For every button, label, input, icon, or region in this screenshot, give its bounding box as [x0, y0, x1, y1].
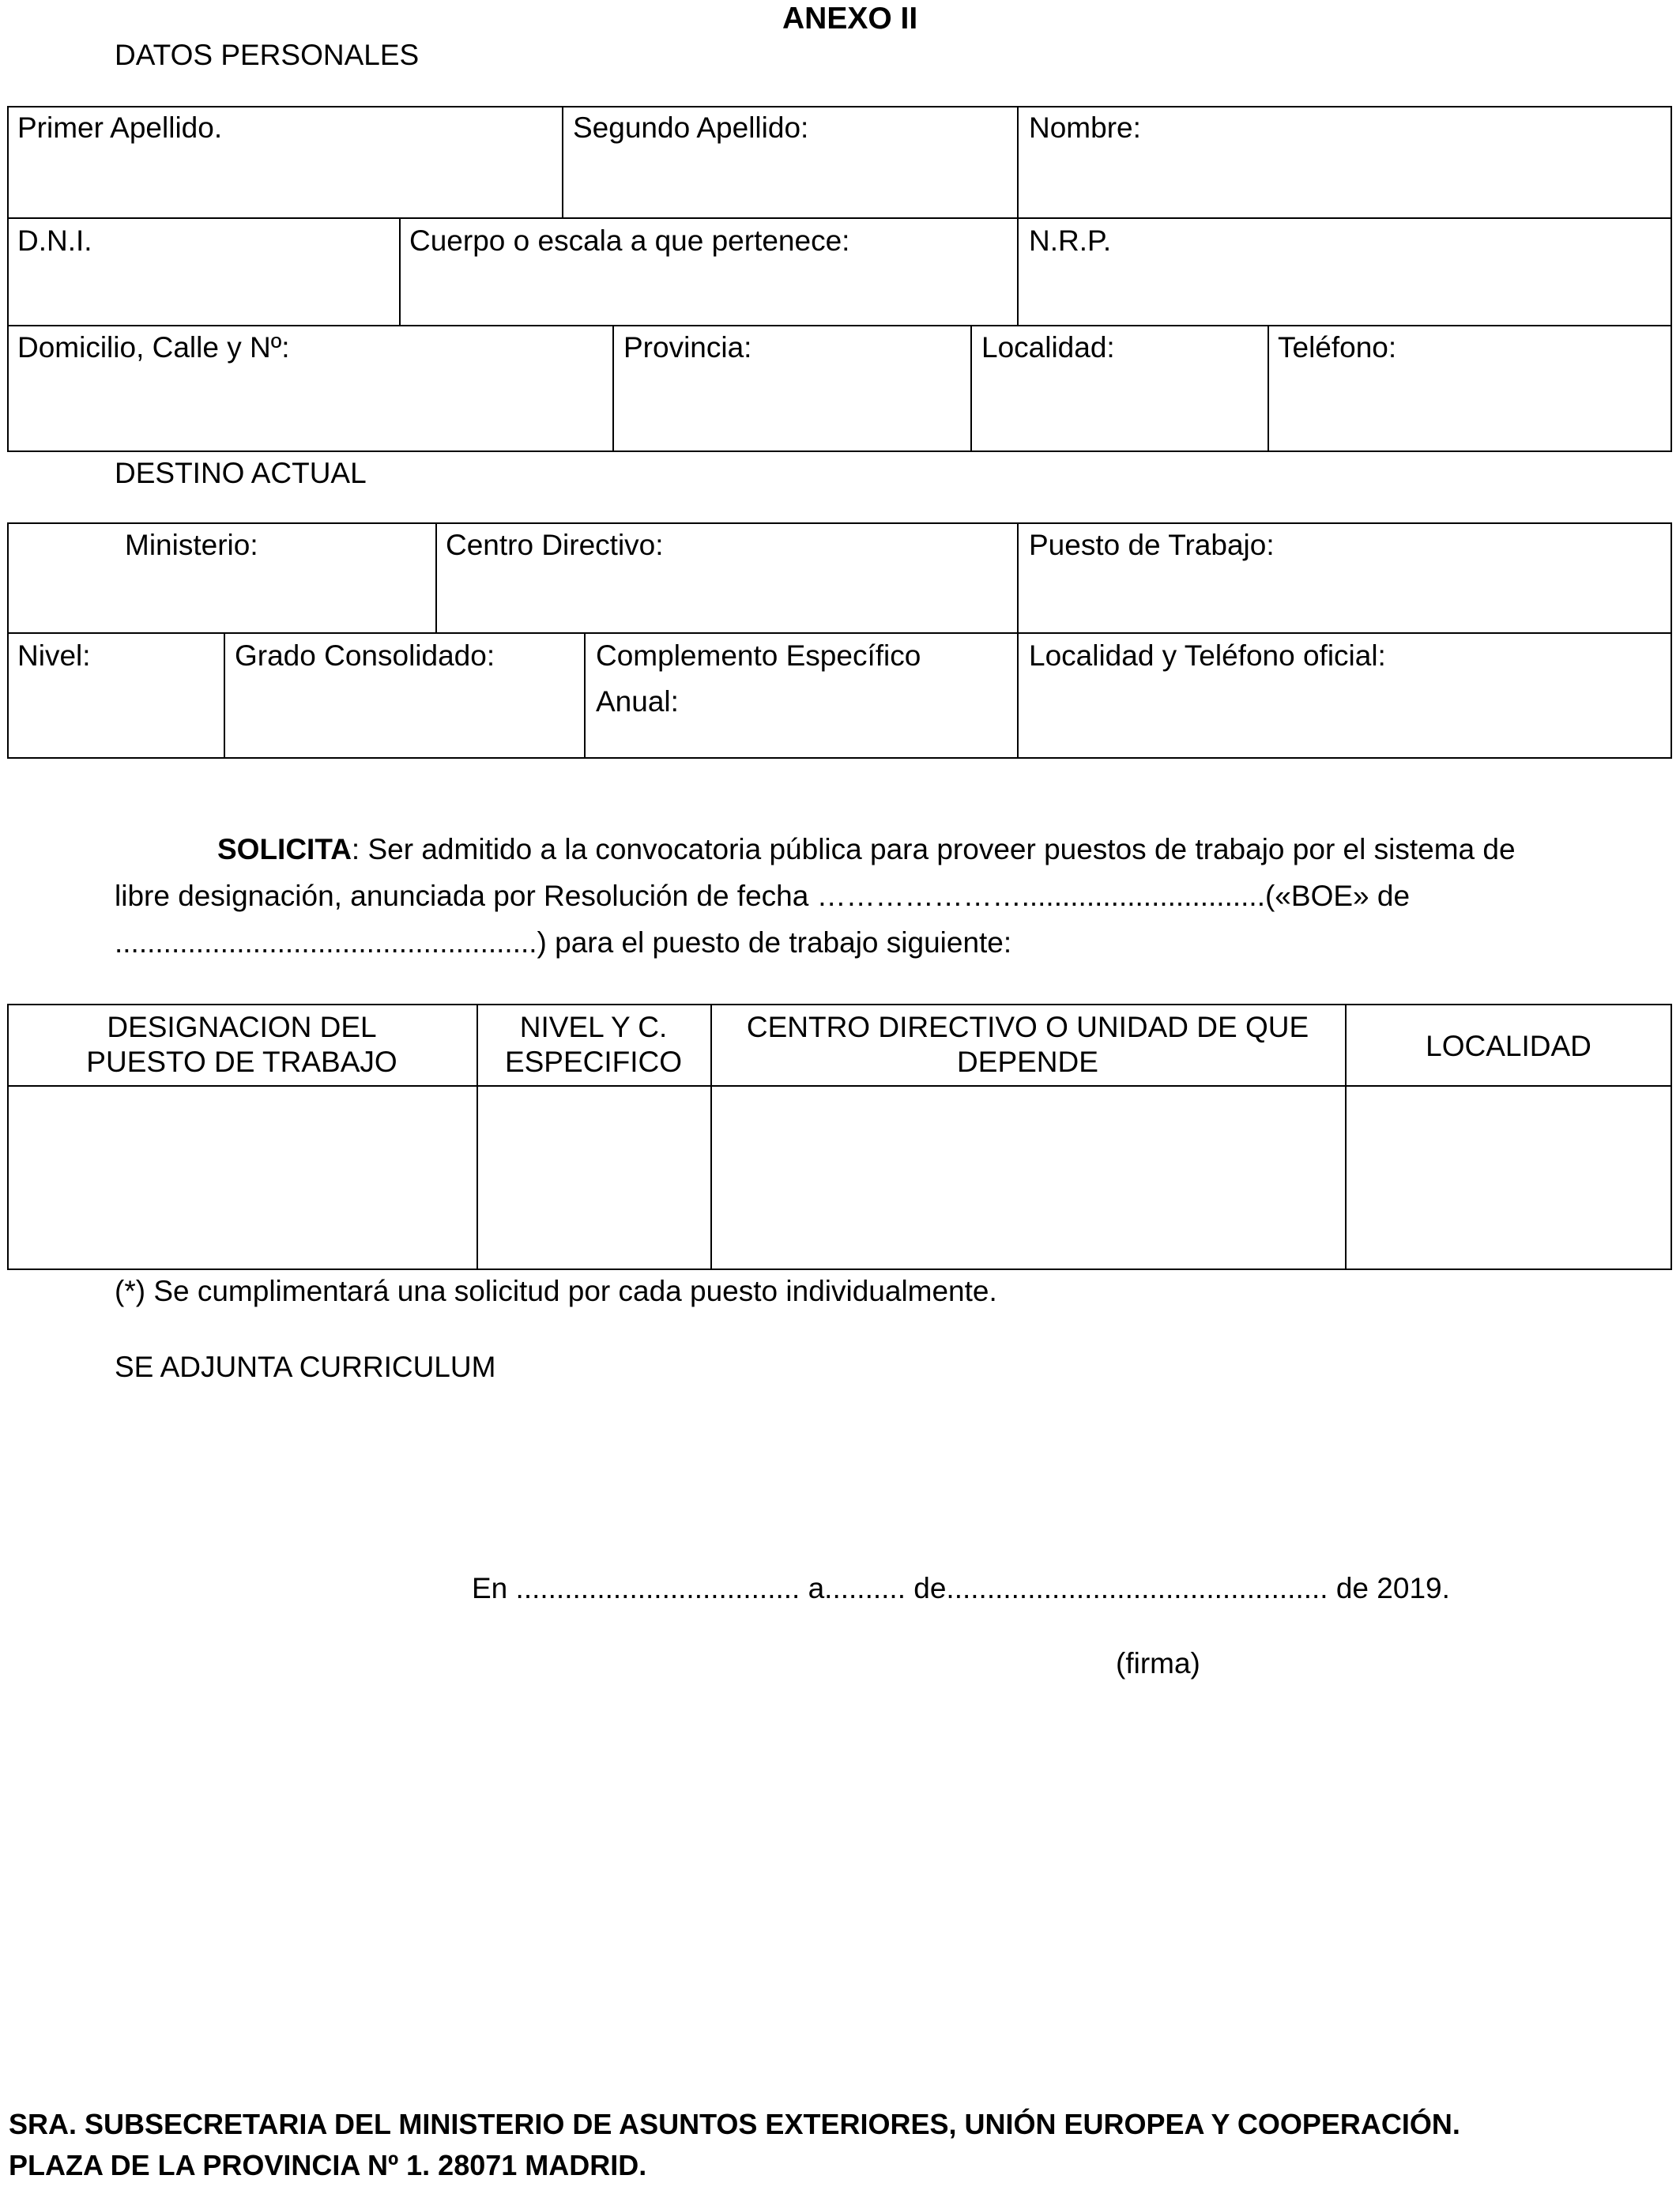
dni-field[interactable]: D.N.I.	[17, 224, 92, 257]
cell-designacion-input[interactable]	[9, 1087, 475, 1269]
adjunta-curriculum: SE ADJUNTA CURRICULUM	[115, 1351, 496, 1383]
nombre-field[interactable]: Nombre:	[1029, 111, 1141, 144]
solicita-line-3: ....................................................) para el puesto de trabajo siguiente:	[115, 926, 1012, 959]
telefono-field[interactable]: Teléfono:	[1278, 331, 1397, 364]
solicita-keyword: SOLICITA	[217, 833, 352, 865]
ministerio-field[interactable]: Ministerio:	[125, 529, 258, 561]
section-heading-destino-actual: DESTINO ACTUAL	[115, 457, 367, 489]
complemento-especifico-anual-label: Anual:	[596, 685, 679, 718]
grado-consolidado-field[interactable]: Grado Consolidado:	[235, 639, 495, 672]
centro-directivo-field[interactable]: Centro Directivo:	[446, 529, 664, 561]
solicita-line-1: : Ser admitido a la convocatoria pública para proveer puestos de trabajo por el sistema de	[351, 833, 1516, 865]
puesto-trabajo-field[interactable]: Puesto de Trabajo:	[1029, 529, 1275, 561]
cell-nivel-input[interactable]	[478, 1087, 709, 1269]
complemento-especifico-field[interactable]: Complemento Específico	[596, 639, 921, 672]
domicilio-field[interactable]: Domicilio, Calle y Nº:	[17, 331, 290, 364]
firma-label: (firma)	[1116, 1647, 1200, 1679]
localidad-field[interactable]: Localidad:	[981, 331, 1115, 364]
nrp-field[interactable]: N.R.P.	[1029, 224, 1112, 257]
asterisk-note: (*) Se cumplimentará una solicitud por cada puesto individualmente.	[115, 1275, 997, 1307]
col-designacion-header: DESIGNACION DEL PUESTO DE TRABAJO	[86, 1011, 397, 1079]
primer-apellido-field[interactable]: Primer Apellido.	[17, 111, 223, 144]
cell-localidad-input[interactable]	[1347, 1087, 1671, 1269]
col-nivel-header: NIVEL Y C. ESPECIFICO	[504, 1011, 683, 1079]
place-date-line[interactable]: En ................................... a.......... de............................................... de 2019.	[472, 1572, 1450, 1604]
nivel-field[interactable]: Nivel:	[17, 639, 91, 672]
segundo-apellido-field[interactable]: Segundo Apellido:	[573, 111, 809, 144]
document-title: ANEXO II	[782, 2, 918, 36]
solicita-line-2: libre designación, anunciada por Resolución de fecha …………………..............................(«BOE» de	[115, 880, 1411, 912]
cuerpo-escala-field[interactable]: Cuerpo o escala a que pertenece:	[409, 224, 850, 257]
localidad-telefono-oficial-field[interactable]: Localidad y Teléfono oficial:	[1029, 639, 1386, 672]
col-localidad-header: LOCALIDAD	[1426, 1030, 1591, 1062]
solicita-paragraph	[115, 832, 1580, 972]
col-centro-directivo-header: CENTRO DIRECTIVO O UNIDAD DE QUE DEPENDE	[746, 1011, 1309, 1079]
cell-centro-directivo-input[interactable]	[712, 1087, 1343, 1269]
provincia-field[interactable]: Provincia:	[623, 331, 752, 364]
section-heading-datos-personales: DATOS PERSONALES	[115, 39, 420, 71]
addressee-line-2: PLAZA DE LA PROVINCIA Nº 1. 28071 MADRID.	[9, 2149, 647, 2181]
addressee-line-1: SRA. SUBSECRETARIA DEL MINISTERIO DE ASUNTOS EXTERIORES, UNIÓN EUROPEA Y COOPERACIÓN.	[9, 2108, 1460, 2140]
